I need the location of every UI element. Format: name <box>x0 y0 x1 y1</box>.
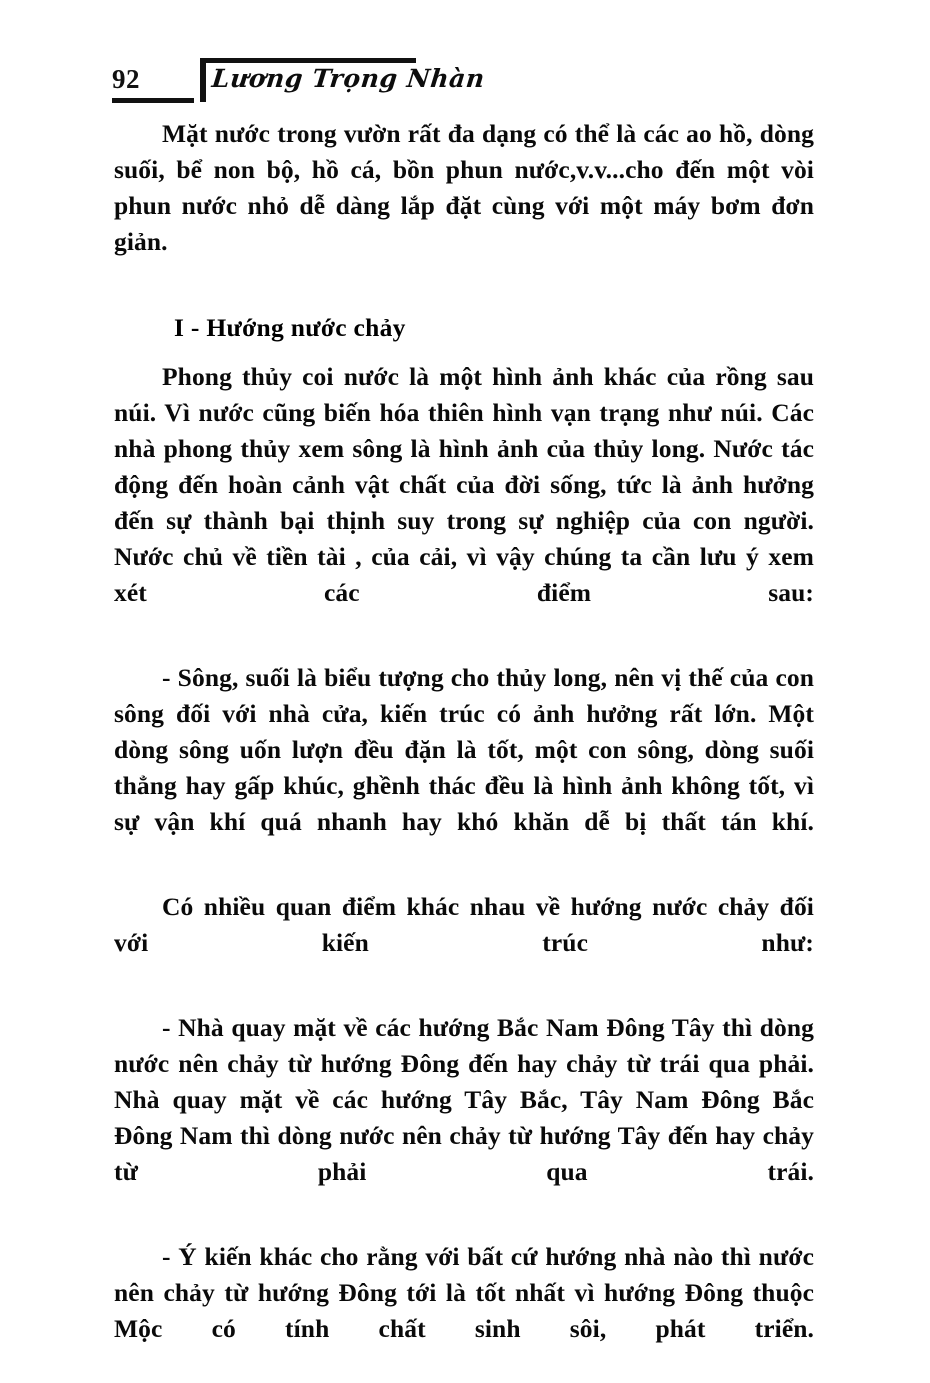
paragraph-water-surfaces: Mặt nước trong vườn rất đa dạng có thể là các ao hồ, dòng suối, bể non bộ, hồ cá, bồn phun nước,v.v...cho đến một vòi phun nước nhỏ dễ dàng lắp đặt cùng với một máy bơm đơn giản. <box>114 119 814 256</box>
paragraph-y-kien-khac: - Ý kiến khác cho rằng với bất cứ hướng nhà nào thì nước nên chảy từ hướng Đông tới là tốt nhất vì hướng Đông thuộc Mộc có tính chất sinh sôi, phát triển. <box>114 1242 814 1343</box>
header-horizontal-rule <box>204 58 416 63</box>
paragraph-nhieu-quan-diem: Có nhiều quan điểm khác nhau về hướng nước chảy đối với kiến trúc như: <box>114 892 814 957</box>
running-title: Lương Trọng Nhàn <box>210 64 487 93</box>
page-number: 92 <box>112 64 140 94</box>
paragraph-nha-quay-mat: - Nhà quay mặt về các hướng Bắc Nam Đông Tây thì dòng nước nên chảy từ hướng Đông đến hay chảy từ trái qua phải. Nhà quay mặt về các hướng Tây Bắc, Tây Nam Đông Bắc Đông Nam thì dòng nước nên chảy từ hướng Tây đến hay chảy từ phải qua trái. <box>114 1013 814 1186</box>
running-header <box>112 56 818 108</box>
paragraph-phong-thuy-rong: Phong thủy coi nước là một hình ảnh khác của rồng sau núi. Vì nước cũng biến hóa thiên hình vạn trạng như núi. Các nhà phong thủy xem sông là hình ảnh của thủy long. Nước tác động đến hoàn cảnh vật chất của đời sống, tức là ảnh hưởng đến sự thành bại thịnh suy trong sự nghiệp của con người. Nước chủ về tiền tài , của cải, vì vậy chúng ta cần lưu ý xem xét các điểm sau: <box>114 362 814 607</box>
section-heading-huong-nuoc-chay: I - Hướng nước chảy <box>174 313 406 342</box>
body-text-column <box>114 116 814 1383</box>
header-vertical-bar <box>200 58 206 102</box>
folio-underline-rule <box>112 98 194 103</box>
folio-block <box>112 66 200 93</box>
paragraph-song-suoi-thuy-long: - Sông, suối là biểu tượng cho thủy long, nên vị thế của con sông đối với nhà cửa, kiến trúc có ảnh hưởng rất lớn. Một dòng sông uốn lượn đều đặn là tốt, một con sông, dòng suối thẳng hay gấp khúc, ghềnh thác đều là hình ảnh không tốt, vì sự vận khí quá nhanh hay khó khăn dễ bị thất tán khí. <box>114 663 814 836</box>
